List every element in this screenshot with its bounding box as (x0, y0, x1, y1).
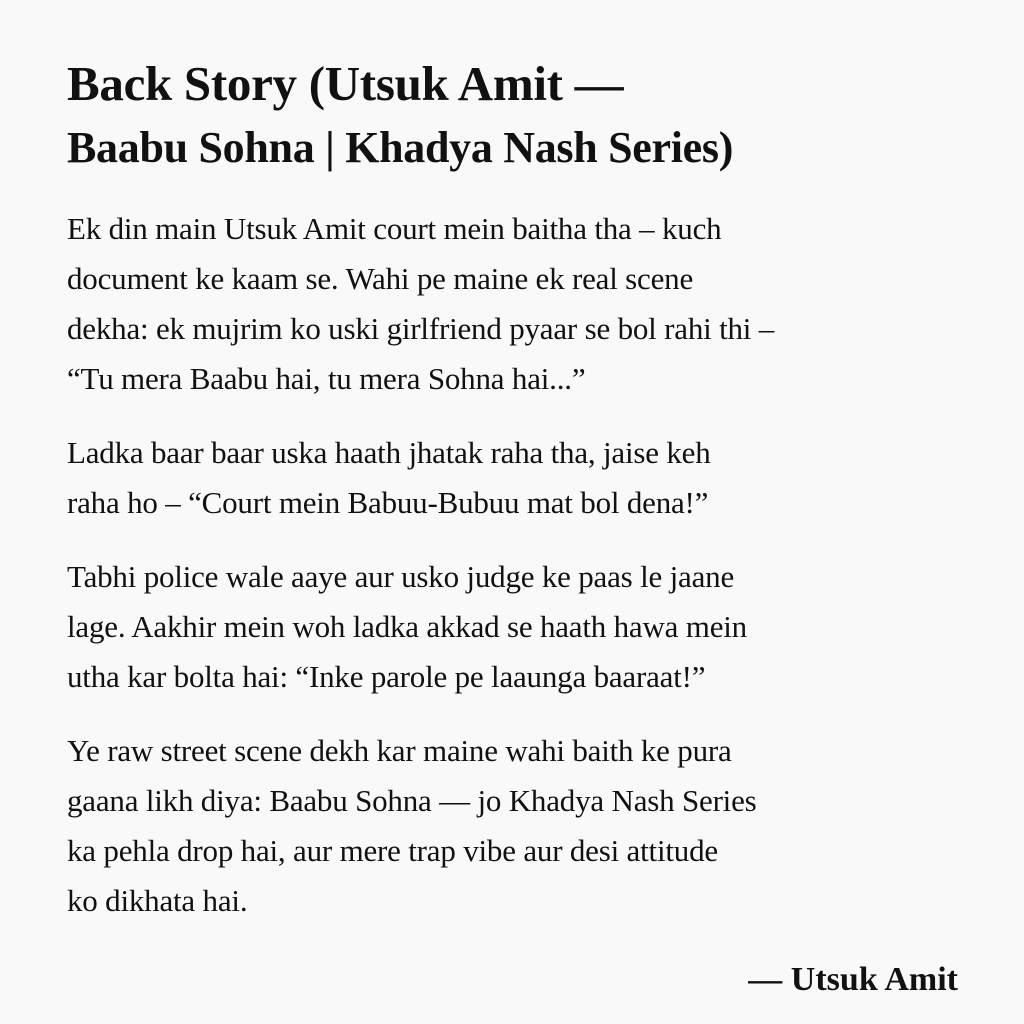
page-title (67, 52, 964, 180)
paragraph-2 (67, 428, 964, 528)
text-line: utha kar bolta hai: “Inke parole pe laaunga baaraat!” (67, 659, 706, 694)
paragraph-1 (67, 204, 964, 404)
author-signature: — Utsuk Amit (748, 961, 958, 998)
text-line: “Tu mera Baabu hai, tu mera Sohna hai...” (67, 361, 586, 396)
paragraph-4 (67, 726, 964, 926)
text-line: Tabhi police wale aaye aur usko judge ke paas le jaane (67, 559, 735, 594)
text-line: Ek din main Utsuk Amit court mein baitha tha – kuch (67, 211, 722, 246)
text-line: dekha: ek mujrim ko uski girlfriend pyaar se bol rahi thi – (67, 311, 775, 346)
text-line: ka pehla drop hai, aur mere trap vibe aur desi attitude (67, 833, 718, 868)
text-line: document ke kaam se. Wahi pe maine ek real scene (67, 261, 694, 296)
text-line: ko dikhata hai. (67, 883, 248, 918)
title-line-2: Baabu Sohna | Khadya Nash Series) (67, 123, 734, 172)
title-line-1: Back Story (Utsuk Amit — (67, 56, 624, 111)
text-line: Ye raw street scene dekh kar maine wahi baith ke pura (67, 733, 732, 768)
text-line: raha ho – “Court mein Babuu-Bubuu mat bol dena!” (67, 485, 709, 520)
text-line: lage. Aakhir mein woh ladka akkad se haath hawa mein (67, 609, 747, 644)
text-line: Ladka baar baar uska haath jhatak raha tha, jaise keh (67, 435, 711, 470)
text-line: gaana likh diya: Baabu Sohna — jo Khadya Nash Series (67, 783, 757, 818)
paragraph-3 (67, 552, 964, 702)
story-body (67, 204, 964, 926)
